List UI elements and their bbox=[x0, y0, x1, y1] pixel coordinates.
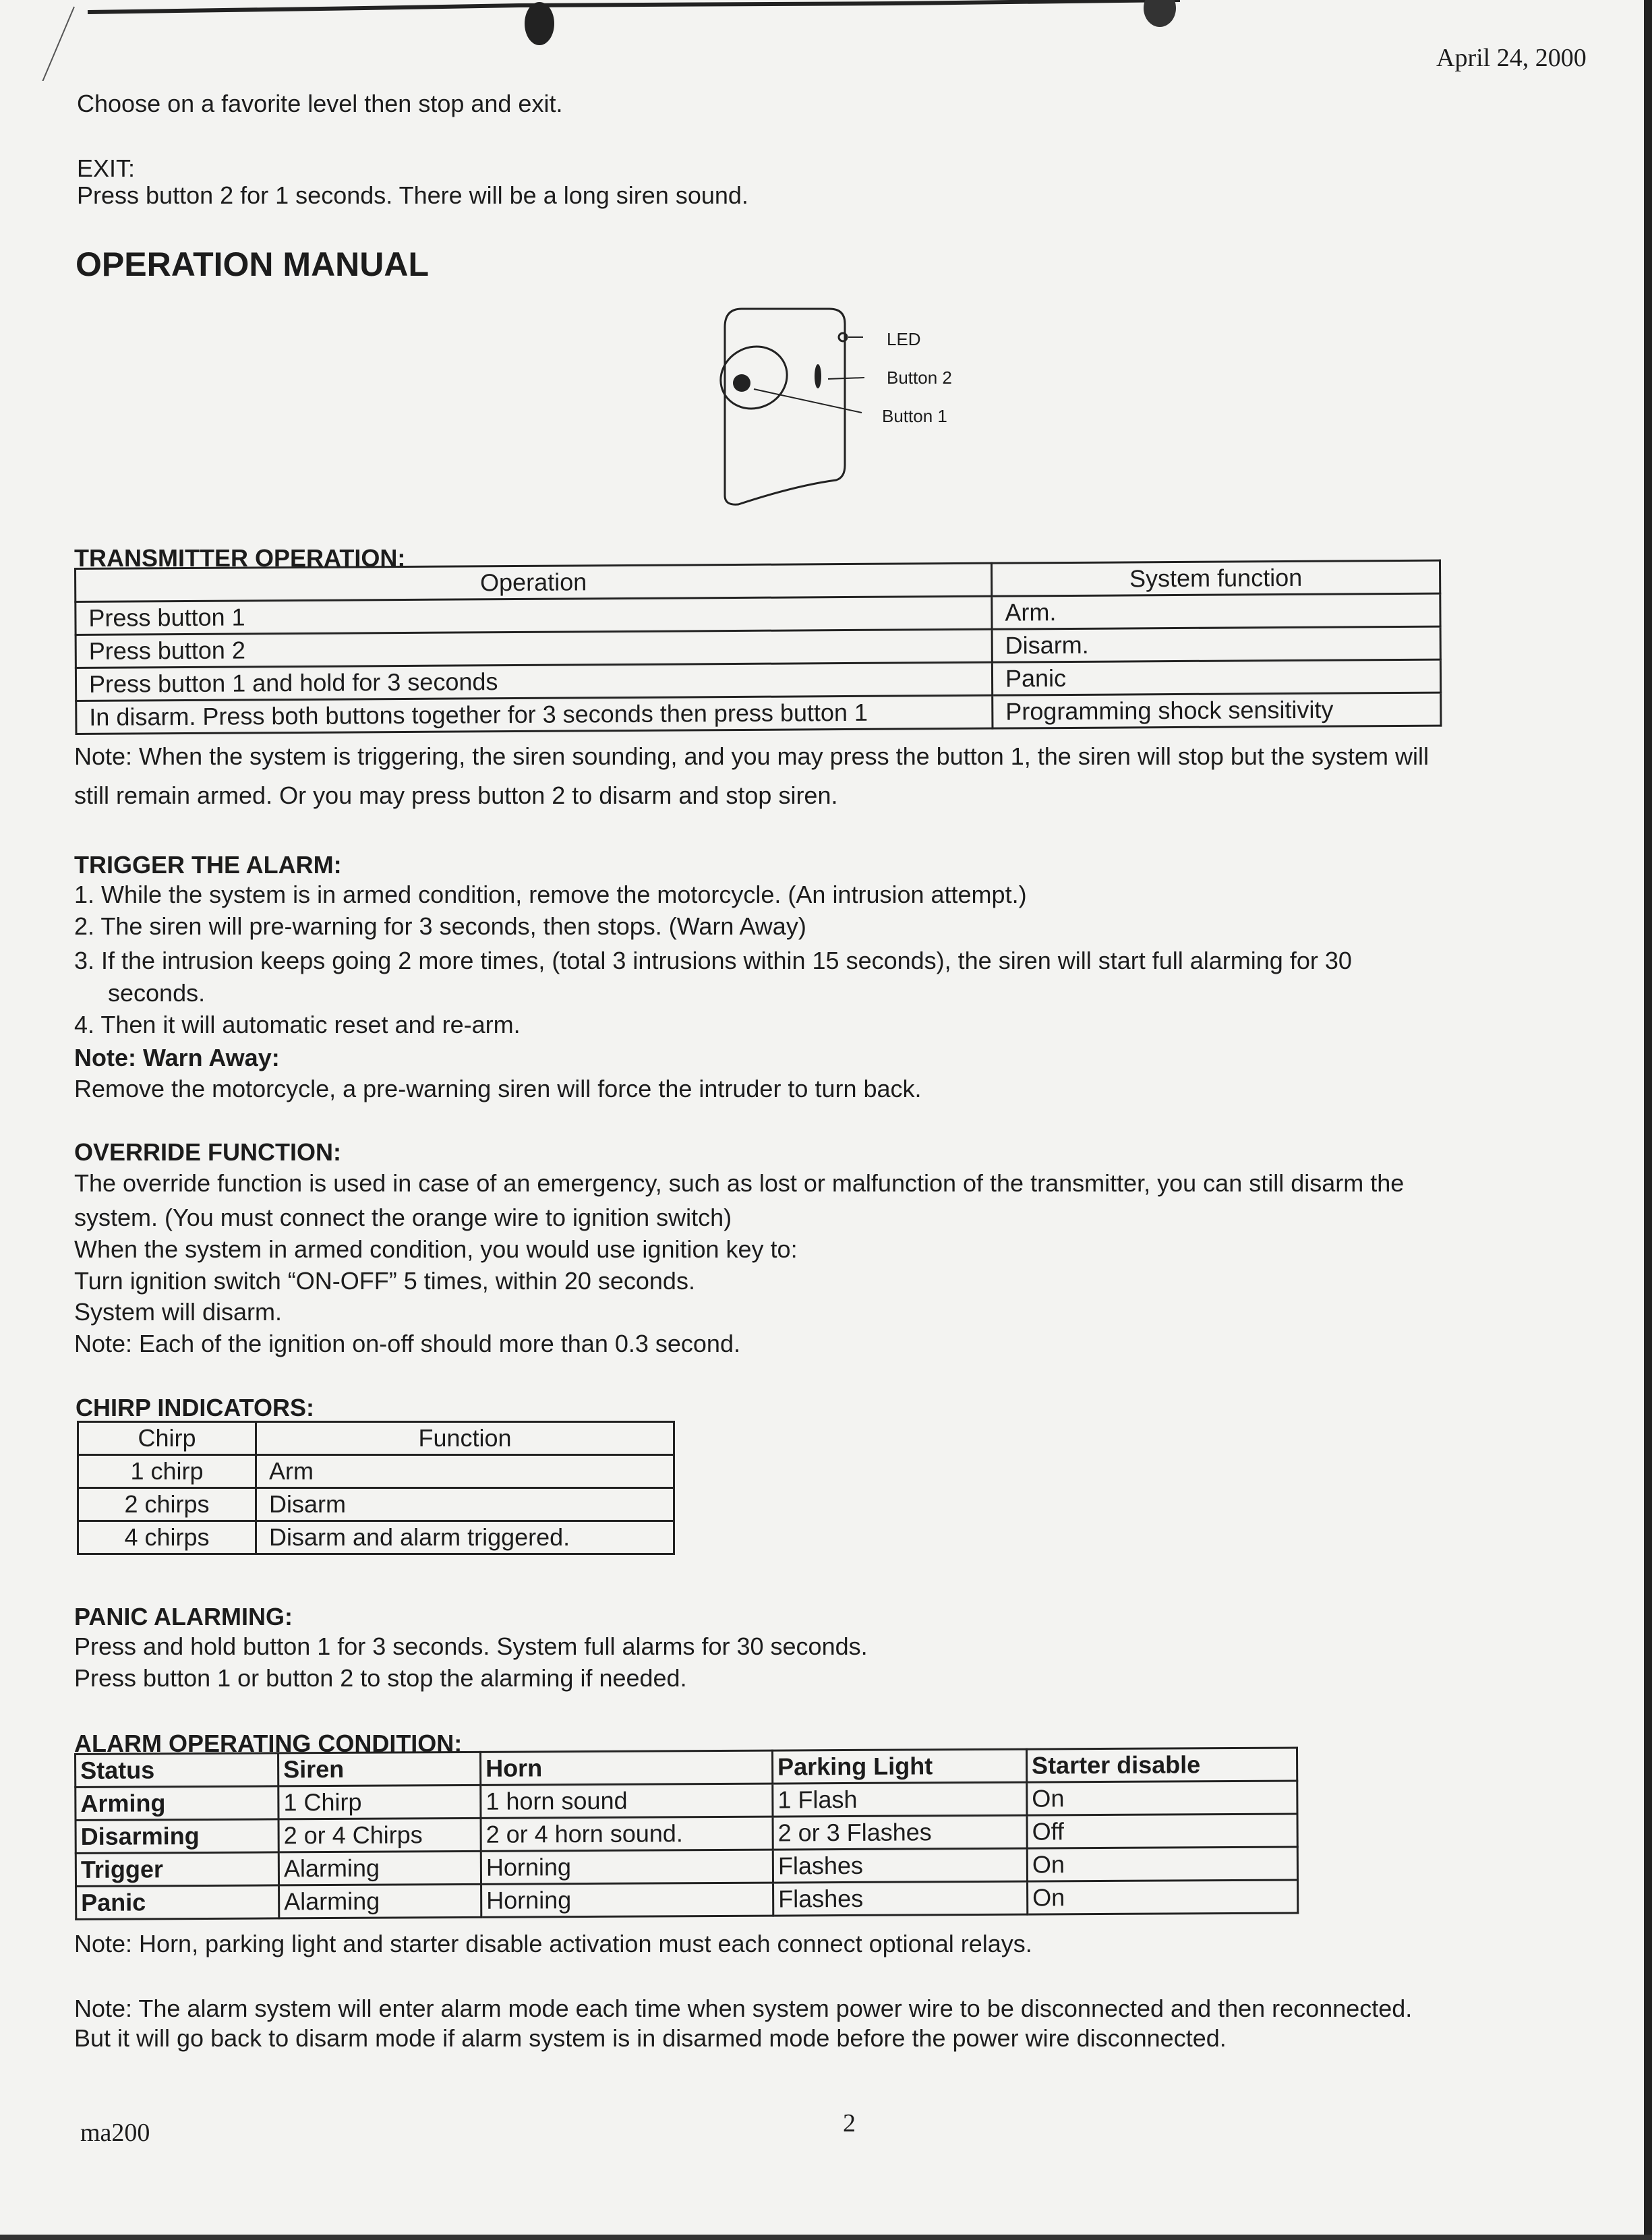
header-function: Function bbox=[256, 1422, 674, 1455]
panic-line: Press button 1 or button 2 to stop the alarming if needed. bbox=[74, 1664, 687, 1692]
trigger-heading: TRIGGER THE ALARM: bbox=[74, 851, 342, 879]
header-siren: Siren bbox=[278, 1752, 481, 1786]
override-heading: OVERRIDE FUNCTION: bbox=[74, 1138, 341, 1166]
table-row bbox=[78, 1488, 674, 1521]
footer-model: ma200 bbox=[80, 2119, 150, 2147]
alarm-heading: ALARM OPERATING CONDITION: bbox=[74, 1730, 463, 1757]
cell: Flashes bbox=[773, 1881, 1028, 1916]
cell: Alarming bbox=[279, 1884, 481, 1918]
header-starter-disable: Starter disable bbox=[1026, 1748, 1297, 1782]
cell: On bbox=[1027, 1847, 1297, 1881]
trigger-item-continued: seconds. bbox=[108, 979, 206, 1007]
alarm-note: Note: Horn, parking light and starter disable activation must each connect optional relays. bbox=[74, 1930, 1032, 1957]
trigger-item: 1. While the system is in armed condition, remove the motorcycle. (An intrusion attempt.) bbox=[74, 881, 1027, 908]
cell: 4 chirps bbox=[78, 1521, 256, 1554]
override-line: System will disarm. bbox=[74, 1298, 283, 1326]
final-note-line-2: But it will go back to disarm mode if alarm system is in disarmed mode before the power wire disconnected. bbox=[74, 2024, 1227, 2052]
final-note-line-1: Note: The alarm system will enter alarm mode each time when system power wire to be disconnected and then reconnected. bbox=[74, 1995, 1413, 2022]
cell: Arming bbox=[76, 1786, 278, 1821]
cell: 2 or 3 Flashes bbox=[773, 1815, 1027, 1850]
trigger-item: 2. The siren will pre-warning for 3 seconds, then stops. (Warn Away) bbox=[74, 912, 806, 940]
cell: Flashes bbox=[773, 1848, 1027, 1883]
cell: On bbox=[1027, 1781, 1297, 1815]
cell: Press button 1 and hold for 3 seconds bbox=[76, 662, 992, 701]
cell: Programming shock sensitivity bbox=[993, 692, 1441, 728]
date: April 24, 2000 bbox=[1436, 44, 1587, 72]
cell: 1 Flash bbox=[773, 1782, 1027, 1817]
header-status: Status bbox=[76, 1753, 278, 1788]
page-title: OPERATION MANUAL bbox=[76, 245, 430, 283]
scan-edge bbox=[1644, 0, 1652, 2240]
header-parking-light: Parking Light bbox=[772, 1749, 1026, 1784]
table-row bbox=[78, 1521, 674, 1554]
intro-text: Choose on a favorite level then stop and exit. bbox=[77, 90, 563, 117]
cell: 1 chirp bbox=[78, 1455, 256, 1488]
diagram-label-button-1: Button 1 bbox=[882, 406, 947, 426]
cell: Disarming bbox=[76, 1819, 278, 1854]
chirp-heading: CHIRP INDICATORS: bbox=[76, 1394, 315, 1421]
cell: 1 Chirp bbox=[278, 1785, 481, 1819]
cell: Press button 2 bbox=[76, 629, 992, 668]
table-row bbox=[76, 1880, 1298, 1919]
cell: 2 or 4 horn sound. bbox=[481, 1817, 773, 1851]
cell: Panic bbox=[992, 659, 1440, 695]
cell: On bbox=[1028, 1880, 1298, 1914]
header-chirp: Chirp bbox=[78, 1422, 256, 1455]
table-row bbox=[78, 1455, 674, 1488]
cell: Disarm and alarm triggered. bbox=[256, 1521, 674, 1554]
warn-away-heading: Note: Warn Away: bbox=[74, 1044, 280, 1071]
panic-heading: PANIC ALARMING: bbox=[74, 1603, 293, 1630]
header-system-function: System function bbox=[991, 560, 1440, 596]
cell: Disarm bbox=[256, 1488, 674, 1521]
panic-line: Press and hold button 1 for 3 seconds. System full alarms for 30 seconds. bbox=[74, 1632, 868, 1660]
warn-away-text: Remove the motorcycle, a pre-warning siren will force the intruder to turn back. bbox=[74, 1075, 922, 1102]
cell: Alarming bbox=[278, 1851, 481, 1885]
cell: Disarm. bbox=[992, 626, 1440, 662]
override-line: When the system in armed condition, you would use ignition key to: bbox=[74, 1235, 798, 1263]
override-line: The override function is used in case of an emergency, such as lost or malfunction of the transmitter, you can still disarm the bbox=[74, 1169, 1405, 1197]
diagram-label-led: LED bbox=[887, 329, 921, 349]
transmitter-table bbox=[74, 560, 1442, 735]
cell: Press button 1 bbox=[76, 596, 992, 635]
cell: 1 horn sound bbox=[481, 1784, 773, 1818]
page-number: 2 bbox=[843, 2109, 856, 2138]
override-line: Turn ignition switch “ON-OFF” 5 times, within 20 seconds. bbox=[74, 1267, 695, 1295]
trigger-item: 3. If the intrusion keeps going 2 more times, (total 3 intrusions within 15 seconds), the siren will start full alarming for 30 bbox=[74, 947, 1352, 974]
override-line: Note: Each of the ignition on-off should more than 0.3 second. bbox=[74, 1330, 740, 1357]
header-horn: Horn bbox=[480, 1750, 772, 1785]
header-illustration bbox=[0, 0, 1652, 81]
cell: Trigger bbox=[76, 1852, 278, 1887]
alarm-table bbox=[74, 1746, 1299, 1920]
cell: Arm. bbox=[992, 593, 1440, 629]
diagram-label-button-2: Button 2 bbox=[887, 367, 952, 388]
cell: 2 or 4 Chirps bbox=[278, 1818, 481, 1852]
chirp-table bbox=[77, 1421, 675, 1555]
trigger-item: 4. Then it will automatic reset and re-arm. bbox=[74, 1011, 521, 1038]
cell: 2 chirps bbox=[78, 1488, 256, 1521]
transmitter-heading: TRANSMITTER OPERATION: bbox=[74, 544, 406, 572]
cell: In disarm. Press both buttons together for 3 seconds then press button 1 bbox=[76, 695, 993, 734]
table-header-row bbox=[78, 1422, 674, 1455]
cell: Arm bbox=[256, 1455, 674, 1488]
cell: Panic bbox=[76, 1885, 279, 1920]
transmitter-note-line-1: Note: When the system is triggering, the siren sounding, and you may press the button 1, the siren will stop but the system will bbox=[74, 742, 1429, 770]
exit-text: Press button 2 for 1 seconds. There will be a long siren sound. bbox=[77, 181, 748, 209]
cell: Horning bbox=[481, 1850, 773, 1884]
scan-edge-bottom bbox=[0, 2235, 1652, 2240]
header-operation: Operation bbox=[76, 563, 992, 601]
exit-heading: EXIT: bbox=[77, 154, 136, 182]
cell: Off bbox=[1027, 1814, 1297, 1848]
transmitter-note-line-2: still remain armed. Or you may press button 2 to disarm and stop siren. bbox=[74, 782, 838, 809]
override-line: system. (You must connect the orange wire to ignition switch) bbox=[74, 1204, 732, 1231]
cell: Horning bbox=[481, 1883, 773, 1917]
